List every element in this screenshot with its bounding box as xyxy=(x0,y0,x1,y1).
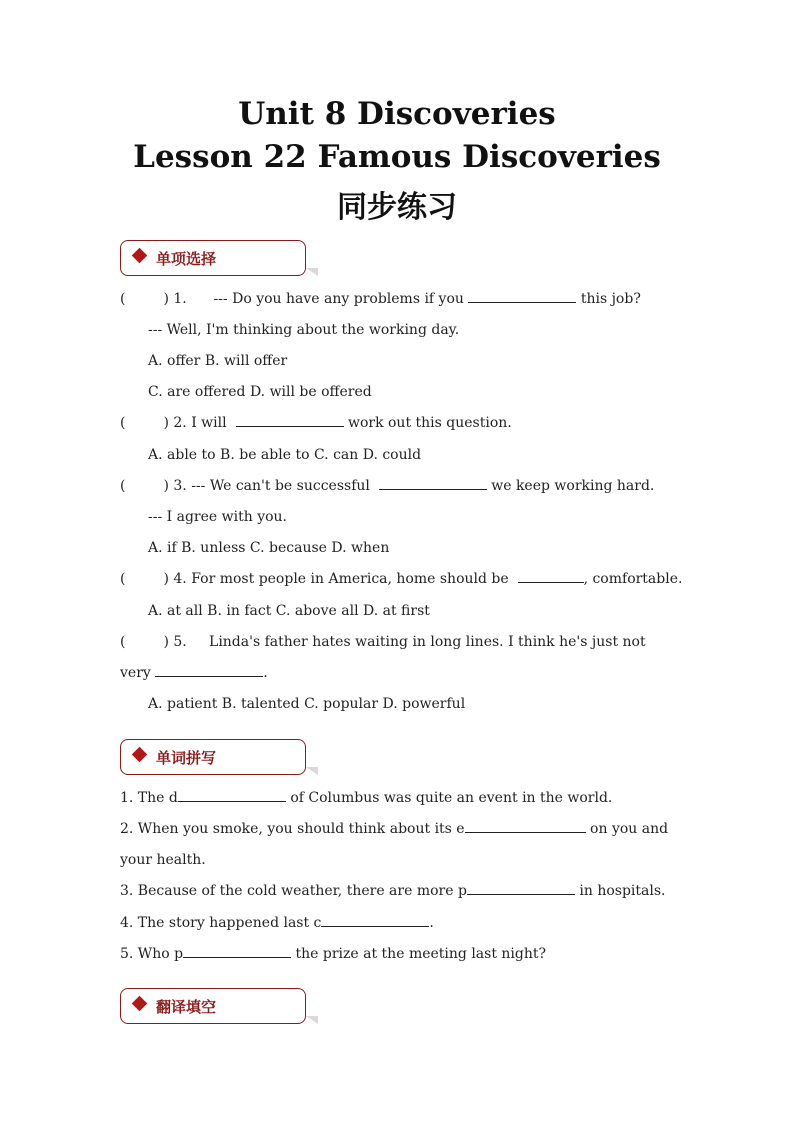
question-number: 4. xyxy=(173,571,187,587)
answer-blank[interactable] xyxy=(379,477,487,490)
answer-paren-open: ( xyxy=(120,415,126,431)
question-text: . xyxy=(263,665,268,681)
section-tail xyxy=(306,767,318,775)
answer-paren-close: ) xyxy=(163,291,169,307)
spelling-text: in hospitals. xyxy=(579,883,666,899)
question-text: --- We can't be successful xyxy=(191,478,370,494)
section-tail xyxy=(306,1016,318,1024)
spelling-5 xyxy=(120,945,546,963)
question-text: work out this question. xyxy=(347,415,512,431)
spelling-text: 4. The story happened last c xyxy=(120,915,322,931)
question-1-response: --- Well, I'm thinking about the working day. xyxy=(148,322,460,338)
question-2-options: A. able to B. be able to C. can D. could xyxy=(148,447,422,463)
spelling-text: 3. Because of the cold weather, there are more p xyxy=(120,883,467,899)
question-1-options-ab: A. offer B. will offer xyxy=(148,353,288,369)
question-4 xyxy=(120,570,682,588)
question-text: we keep working hard. xyxy=(491,478,655,494)
diamond-icon xyxy=(132,747,148,763)
spelling-text: 1. The d xyxy=(120,790,178,806)
question-1 xyxy=(120,290,641,308)
answer-paren-open: ( xyxy=(120,478,126,494)
section-label: 单项选择 xyxy=(156,250,217,268)
question-5 xyxy=(120,633,646,651)
answer-paren-close: ) xyxy=(163,478,169,494)
diamond-icon xyxy=(132,248,148,264)
question-5-continued xyxy=(120,664,268,682)
answer-paren-open: ( xyxy=(120,291,126,307)
question-number: 5. xyxy=(173,634,187,650)
answer-blank[interactable] xyxy=(236,414,344,427)
spelling-blank[interactable] xyxy=(465,820,586,833)
question-4-options: A. at all B. in fact C. above all D. at first xyxy=(148,603,430,619)
spelling-blank[interactable] xyxy=(467,882,575,895)
question-3 xyxy=(120,477,654,495)
section-label: 翻译填空 xyxy=(156,998,217,1016)
section-header-spelling xyxy=(120,739,306,775)
question-text: very xyxy=(120,665,151,681)
title-lesson: Lesson 22 Famous Discoveries xyxy=(133,139,661,175)
question-text: For most people in America, home should be xyxy=(191,571,509,587)
spelling-2-continued: your health. xyxy=(120,852,206,868)
question-2 xyxy=(120,414,512,432)
title-unit: Unit 8 Discoveries xyxy=(238,96,556,132)
question-5-options: A. patient B. talented C. popular D. powerful xyxy=(148,696,466,712)
section-tail xyxy=(306,268,318,276)
question-number: 2. xyxy=(173,415,187,431)
spelling-text: of Columbus was quite an event in the world. xyxy=(290,790,613,806)
question-3-response: --- I agree with you. xyxy=(148,509,288,525)
question-3-options: A. if B. unless C. because D. when xyxy=(148,540,390,556)
spelling-blank[interactable] xyxy=(183,945,291,958)
title-practice: 同步练习 xyxy=(337,190,457,225)
diamond-icon xyxy=(132,996,148,1012)
spelling-text: 2. When you smoke, you should think about its e xyxy=(120,821,465,837)
question-number: 1. xyxy=(173,291,187,307)
question-text: I will xyxy=(191,415,227,431)
answer-blank[interactable] xyxy=(468,290,576,303)
answer-blank[interactable] xyxy=(155,664,263,677)
question-number: 3. xyxy=(173,478,187,494)
spelling-text: 5. Who p xyxy=(120,946,184,962)
answer-paren-open: ( xyxy=(120,571,126,587)
question-text: --- Do you have any problems if you xyxy=(213,291,464,307)
question-text: this job? xyxy=(580,291,641,307)
answer-paren-close: ) xyxy=(163,415,169,431)
question-1-options-cd: C. are offered D. will be offered xyxy=(148,384,372,400)
section-label: 单词拼写 xyxy=(156,749,217,767)
spelling-text: the prize at the meeting last night? xyxy=(295,946,547,962)
spelling-blank[interactable] xyxy=(321,914,429,927)
spelling-text: . xyxy=(429,915,434,931)
spelling-text: on you and xyxy=(590,821,669,837)
spelling-2 xyxy=(120,820,668,838)
section-header-multiple-choice xyxy=(120,240,306,276)
spelling-1 xyxy=(120,789,612,807)
answer-paren-close: ) xyxy=(163,634,169,650)
question-text: , comfortable. xyxy=(583,571,683,587)
question-text: Linda's father hates waiting in long lines. I think he's just not xyxy=(209,634,646,650)
answer-blank[interactable] xyxy=(518,570,584,583)
spelling-4 xyxy=(120,914,434,932)
spelling-3 xyxy=(120,882,666,900)
answer-paren-close: ) xyxy=(163,571,169,587)
section-header-translation xyxy=(120,988,306,1024)
spelling-blank[interactable] xyxy=(178,789,286,802)
answer-paren-open: ( xyxy=(120,634,126,650)
